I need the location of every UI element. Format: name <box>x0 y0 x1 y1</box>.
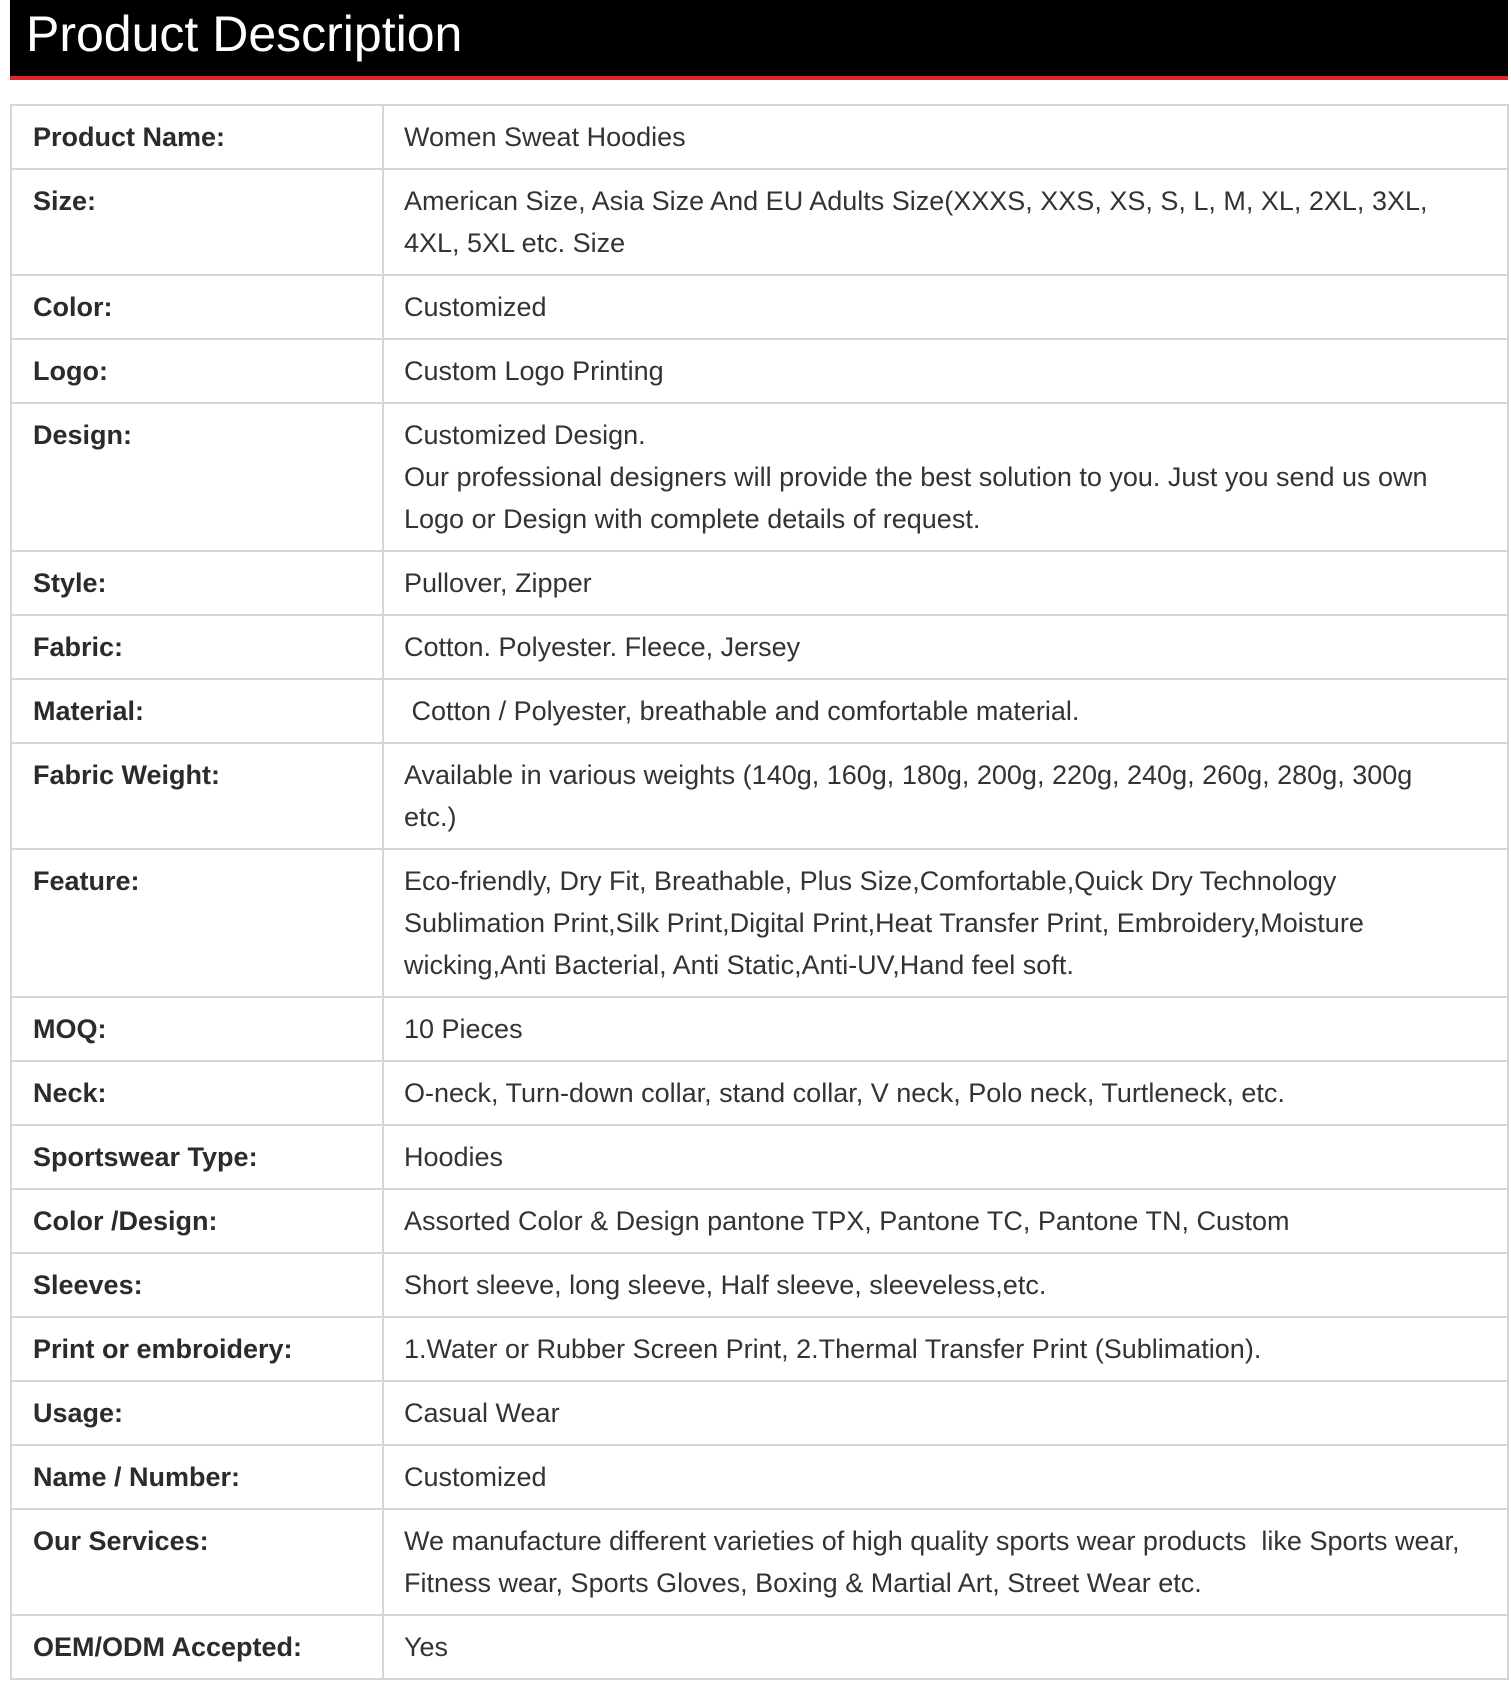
spec-value <box>383 1445 1508 1509</box>
spec-value <box>383 169 1508 275</box>
spec-label: Design: <box>11 403 383 551</box>
table-row <box>11 1061 1508 1125</box>
spec-value <box>383 997 1508 1061</box>
spec-value-line: Custom Logo Printing <box>404 356 664 386</box>
spec-value <box>383 1509 1508 1615</box>
table-row <box>11 339 1508 403</box>
spec-label: Logo: <box>11 339 383 403</box>
spec-value-line: We manufacture different varieties of high quality sports wear products like Sports wear, Fitness wear, Sports Gloves, Boxing & Martial Art, Street Wear etc. <box>404 1526 1468 1598</box>
spec-value-line: Cotton. Polyester. Fleece, Jersey <box>404 632 801 662</box>
table-row <box>11 679 1508 743</box>
spec-label: MOQ: <box>11 997 383 1061</box>
spec-value-line: American Size, Asia Size And EU Adults Size(XXXS, XXS, XS, S, L, M, XL, 2XL, 3XL, 4XL, 5XL etc. Size <box>404 186 1435 258</box>
spec-value-line: Women Sweat Hoodies <box>404 122 686 152</box>
spec-value-line: Customized <box>404 1462 547 1492</box>
table-row <box>11 169 1508 275</box>
table-row <box>11 1445 1508 1509</box>
table-row <box>11 1615 1508 1679</box>
table-row <box>11 403 1508 551</box>
table-row <box>11 1125 1508 1189</box>
spec-label: Fabric: <box>11 615 383 679</box>
spec-value <box>383 551 1508 615</box>
spec-value <box>383 615 1508 679</box>
spec-label: Neck: <box>11 1061 383 1125</box>
spec-value <box>383 1253 1508 1317</box>
spec-value-line: Our professional designers will provide the best solution to you. Just you send us own Logo or Design with complete details of request. <box>404 462 1436 534</box>
spec-value <box>383 1317 1508 1381</box>
spec-value-line: Assorted Color & Design pantone TPX, Pantone TC, Pantone TN, Custom <box>404 1206 1290 1236</box>
spec-label: Material: <box>11 679 383 743</box>
spec-label: Our Services: <box>11 1509 383 1615</box>
table-row <box>11 1317 1508 1381</box>
spec-value <box>383 1189 1508 1253</box>
table-row <box>11 1381 1508 1445</box>
spec-value <box>383 1061 1508 1125</box>
table-row <box>11 275 1508 339</box>
product-spec-table <box>10 104 1509 1680</box>
spec-value-line: Cotton / Polyester, breathable and comfortable material. <box>404 696 1080 726</box>
table-row <box>11 615 1508 679</box>
table-row <box>11 849 1508 997</box>
table-row <box>11 743 1508 849</box>
table-row <box>11 997 1508 1061</box>
spec-value <box>383 339 1508 403</box>
spec-value-line: Available in various weights (140g, 160g, 180g, 200g, 220g, 240g, 260g, 280g, 300g etc.) <box>404 760 1420 832</box>
spec-label: Feature: <box>11 849 383 997</box>
spec-value-line: Eco-friendly, Dry Fit, Breathable, Plus Size,Comfortable,Quick Dry Technology Sublimation Print,Silk Print,Digital Print,Heat Transfer Print, Embroidery,Moisture wicking,Anti Bacterial, Anti Static,Anti-UV,Hand feel soft. <box>404 866 1372 980</box>
table-row <box>11 105 1508 169</box>
spec-label: Color /Design: <box>11 1189 383 1253</box>
spec-value-line: Customized Design. <box>404 420 646 450</box>
spec-label: Sportswear Type: <box>11 1125 383 1189</box>
spec-value <box>383 743 1508 849</box>
spec-value-line: O-neck, Turn-down collar, stand collar, V neck, Polo neck, Turtleneck, etc. <box>404 1078 1285 1108</box>
spec-value <box>383 849 1508 997</box>
spec-value <box>383 1615 1508 1679</box>
spec-label: OEM/ODM Accepted: <box>11 1615 383 1679</box>
spec-value-line: Pullover, Zipper <box>404 568 592 598</box>
spec-value-line: Customized <box>404 292 547 322</box>
spec-label: Name / Number: <box>11 1445 383 1509</box>
spec-table-body <box>11 105 1508 1679</box>
spec-value <box>383 1125 1508 1189</box>
section-title: Product Description <box>26 6 463 62</box>
spec-value <box>383 403 1508 551</box>
section-header <box>10 0 1508 80</box>
spec-label: Color: <box>11 275 383 339</box>
spec-label: Product Name: <box>11 105 383 169</box>
spec-value-line: 10 Pieces <box>404 1014 523 1044</box>
spec-label: Fabric Weight: <box>11 743 383 849</box>
spec-label: Print or embroidery: <box>11 1317 383 1381</box>
spec-label: Style: <box>11 551 383 615</box>
spec-label: Size: <box>11 169 383 275</box>
table-row <box>11 1253 1508 1317</box>
table-row <box>11 551 1508 615</box>
spec-value <box>383 275 1508 339</box>
spec-value <box>383 679 1508 743</box>
spec-label: Sleeves: <box>11 1253 383 1317</box>
spec-value-line: Short sleeve, long sleeve, Half sleeve, sleeveless,etc. <box>404 1270 1047 1300</box>
spec-value-line: Hoodies <box>404 1142 504 1172</box>
spec-value-line: Casual Wear <box>404 1398 560 1428</box>
spec-value <box>383 1381 1508 1445</box>
spec-label: Usage: <box>11 1381 383 1445</box>
table-row <box>11 1189 1508 1253</box>
table-row <box>11 1509 1508 1615</box>
spec-value <box>383 105 1508 169</box>
spec-value-line: 1.Water or Rubber Screen Print, 2.Thermal Transfer Print (Sublimation). <box>404 1334 1262 1364</box>
spec-value-line: Yes <box>404 1632 449 1662</box>
